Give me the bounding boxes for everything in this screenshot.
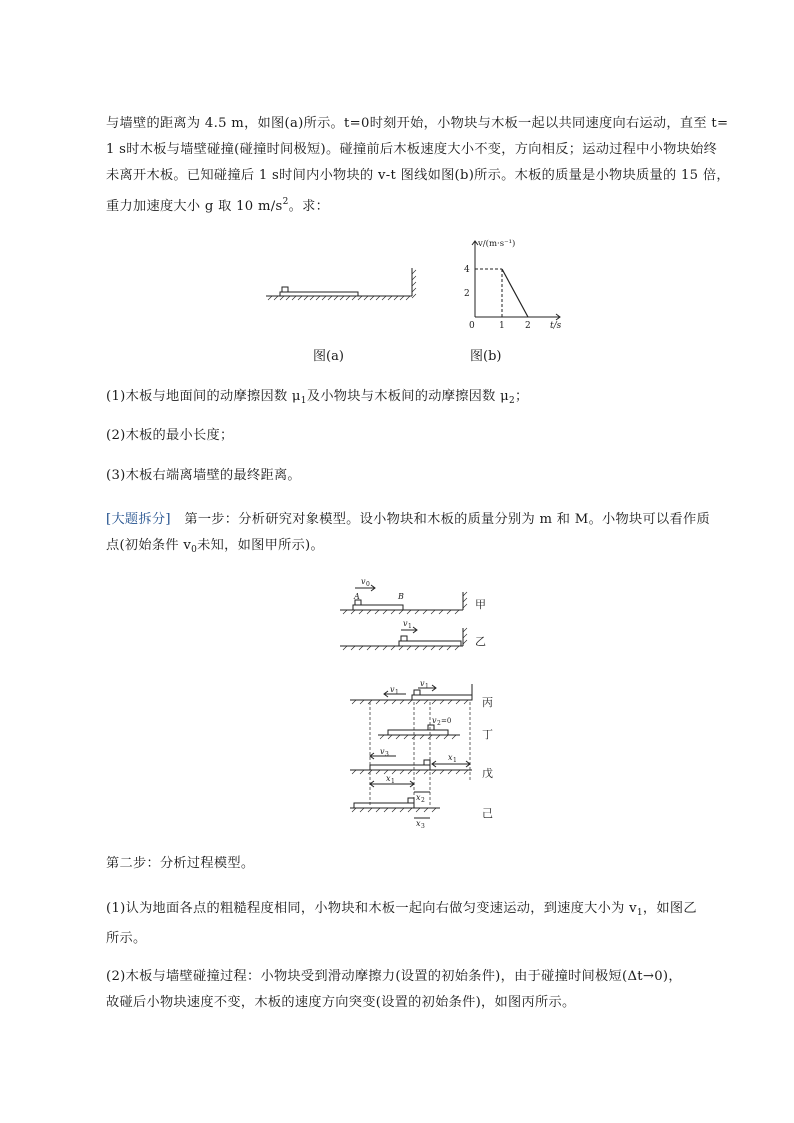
intro-paragraph [106,111,730,220]
breakdown-tag: [大题拆分] [106,512,171,527]
label-sub: 2 [421,797,425,804]
intro-line-1: 与墙壁的距离为 4.5 m，如图(a)所示。t=0时刻开始，小物块与木板一起以共同速度向右运动，直至 t= [106,116,729,131]
block-yi [401,636,407,641]
label-x: x [386,774,391,783]
diagram-bing-ji [340,679,510,830]
intro-line-4 [106,189,706,220]
subscript: 2 [509,396,516,406]
graph-xtick-1: 1 [499,321,505,331]
breakdown-line-2-end: 未知，如图甲所示)。 [197,538,324,553]
graph-xtick-0: 0 [469,321,475,331]
step2-p1-text: (1)认为地面各点的粗糙程度相同，小物块和木板一起向右做匀变速运动，到速度大小为 v [106,901,637,916]
intro-line-4-end: 。求： [288,199,330,214]
board-yi [399,641,461,646]
question-1 [106,384,706,414]
subscript: 1 [636,908,643,918]
label-x: x [448,753,453,762]
figure-a-diagram [262,262,422,308]
graph-ytick-2: 2 [464,289,470,299]
label-wu: 戊 [482,767,493,780]
label-v: v [390,685,395,694]
question-2: (2)木板的最小长度； [106,428,234,443]
superscript: 2 [282,197,289,207]
step2-p1-text-end: ，如图乙 [642,901,697,916]
graph-ytick-4: 4 [464,265,470,275]
intro-line-3: 未离开木板。已知碰撞后 1 s时间内小物块的 v-t 图线如图(b)所示。木板的质量是小物块质量的 15 倍， [106,168,730,183]
board [280,292,358,296]
label-A: A [354,592,360,601]
label-v: v [403,619,408,628]
caption-figure-a: 图(a) [313,349,344,364]
label-ji: 己 [482,807,493,820]
graph-xlabel: t/s [550,321,562,331]
label-ding: 丁 [482,728,493,741]
q1-text: (1)木板与地面间的动摩擦因数 μ [106,389,301,404]
breakdown-paragraph [106,507,710,563]
label-x: x [416,819,421,828]
question-3: (3)木板右端离墙壁的最终距离。 [106,468,301,483]
q1-text-end: ； [515,389,529,404]
label-sub: 1 [395,689,399,696]
label-sub: 1 [408,623,412,630]
intro-line-4-text: 重力加速度大小 g 取 10 m/s [106,199,283,214]
label-yi: 乙 [475,635,486,648]
label-sub: 1 [425,683,429,690]
label-v: v [380,747,385,756]
label-sub: 3 [385,751,389,758]
subscript: 0 [191,545,198,555]
label-bing: 丙 [482,696,493,709]
label-v: v [432,716,437,725]
label-jia: 甲 [475,598,486,611]
label-sub: 3 [421,823,425,830]
v-t-line [502,269,528,317]
caption-figure-b: 图(b) [470,349,502,364]
diagram-jia-yi [335,572,505,662]
step2-p2-line-1: (2)木板与墙壁碰撞过程：小物块受到滑动摩擦力(设置的初始条件)，由于碰撞时间极短(Δt→0)， [106,969,682,984]
step2-point-2 [106,964,706,1016]
block [282,287,288,292]
label-B: B [398,592,404,601]
label-sub: 2 [437,720,441,727]
label-v2-zero: =0 [441,717,452,725]
q1-text-mid: 及小物块与木板间的动摩擦因数 μ [306,389,510,404]
step2-p1-line-2: 所示。 [106,931,147,946]
breakdown-line-2: 点(初始条件 v [106,538,192,553]
subscript: 1 [300,396,307,406]
label-v: v [361,577,366,586]
label-sub: 0 [366,581,370,588]
label-x: x [416,793,421,802]
step2-p2-line-2: 故碰后小物块速度不变，木板的速度方向突变(设置的初始条件)，如图丙所示。 [106,995,576,1010]
graph-xtick-2: 2 [525,321,531,331]
step2-title: 第二步：分析过程模型。 [106,856,255,871]
label-sub: 1 [453,757,457,764]
step2-point-1 [106,896,706,952]
figure-b-graph [440,235,570,330]
intro-line-2: 1 s时木板与墙壁碰撞(碰撞时间极短)。碰撞前后木板速度大小不变，方向相反；运动过程中小物块始终 [106,142,718,157]
label-sub: 1 [391,778,395,785]
board-jia [353,605,403,610]
graph-ylabel: v/(m·s⁻¹) [478,239,516,249]
breakdown-line-1: 第一步：分析研究对象模型。设小物块和木板的质量分别为 m 和 M。小物块可以看作质 [170,512,710,527]
label-v: v [420,679,425,688]
